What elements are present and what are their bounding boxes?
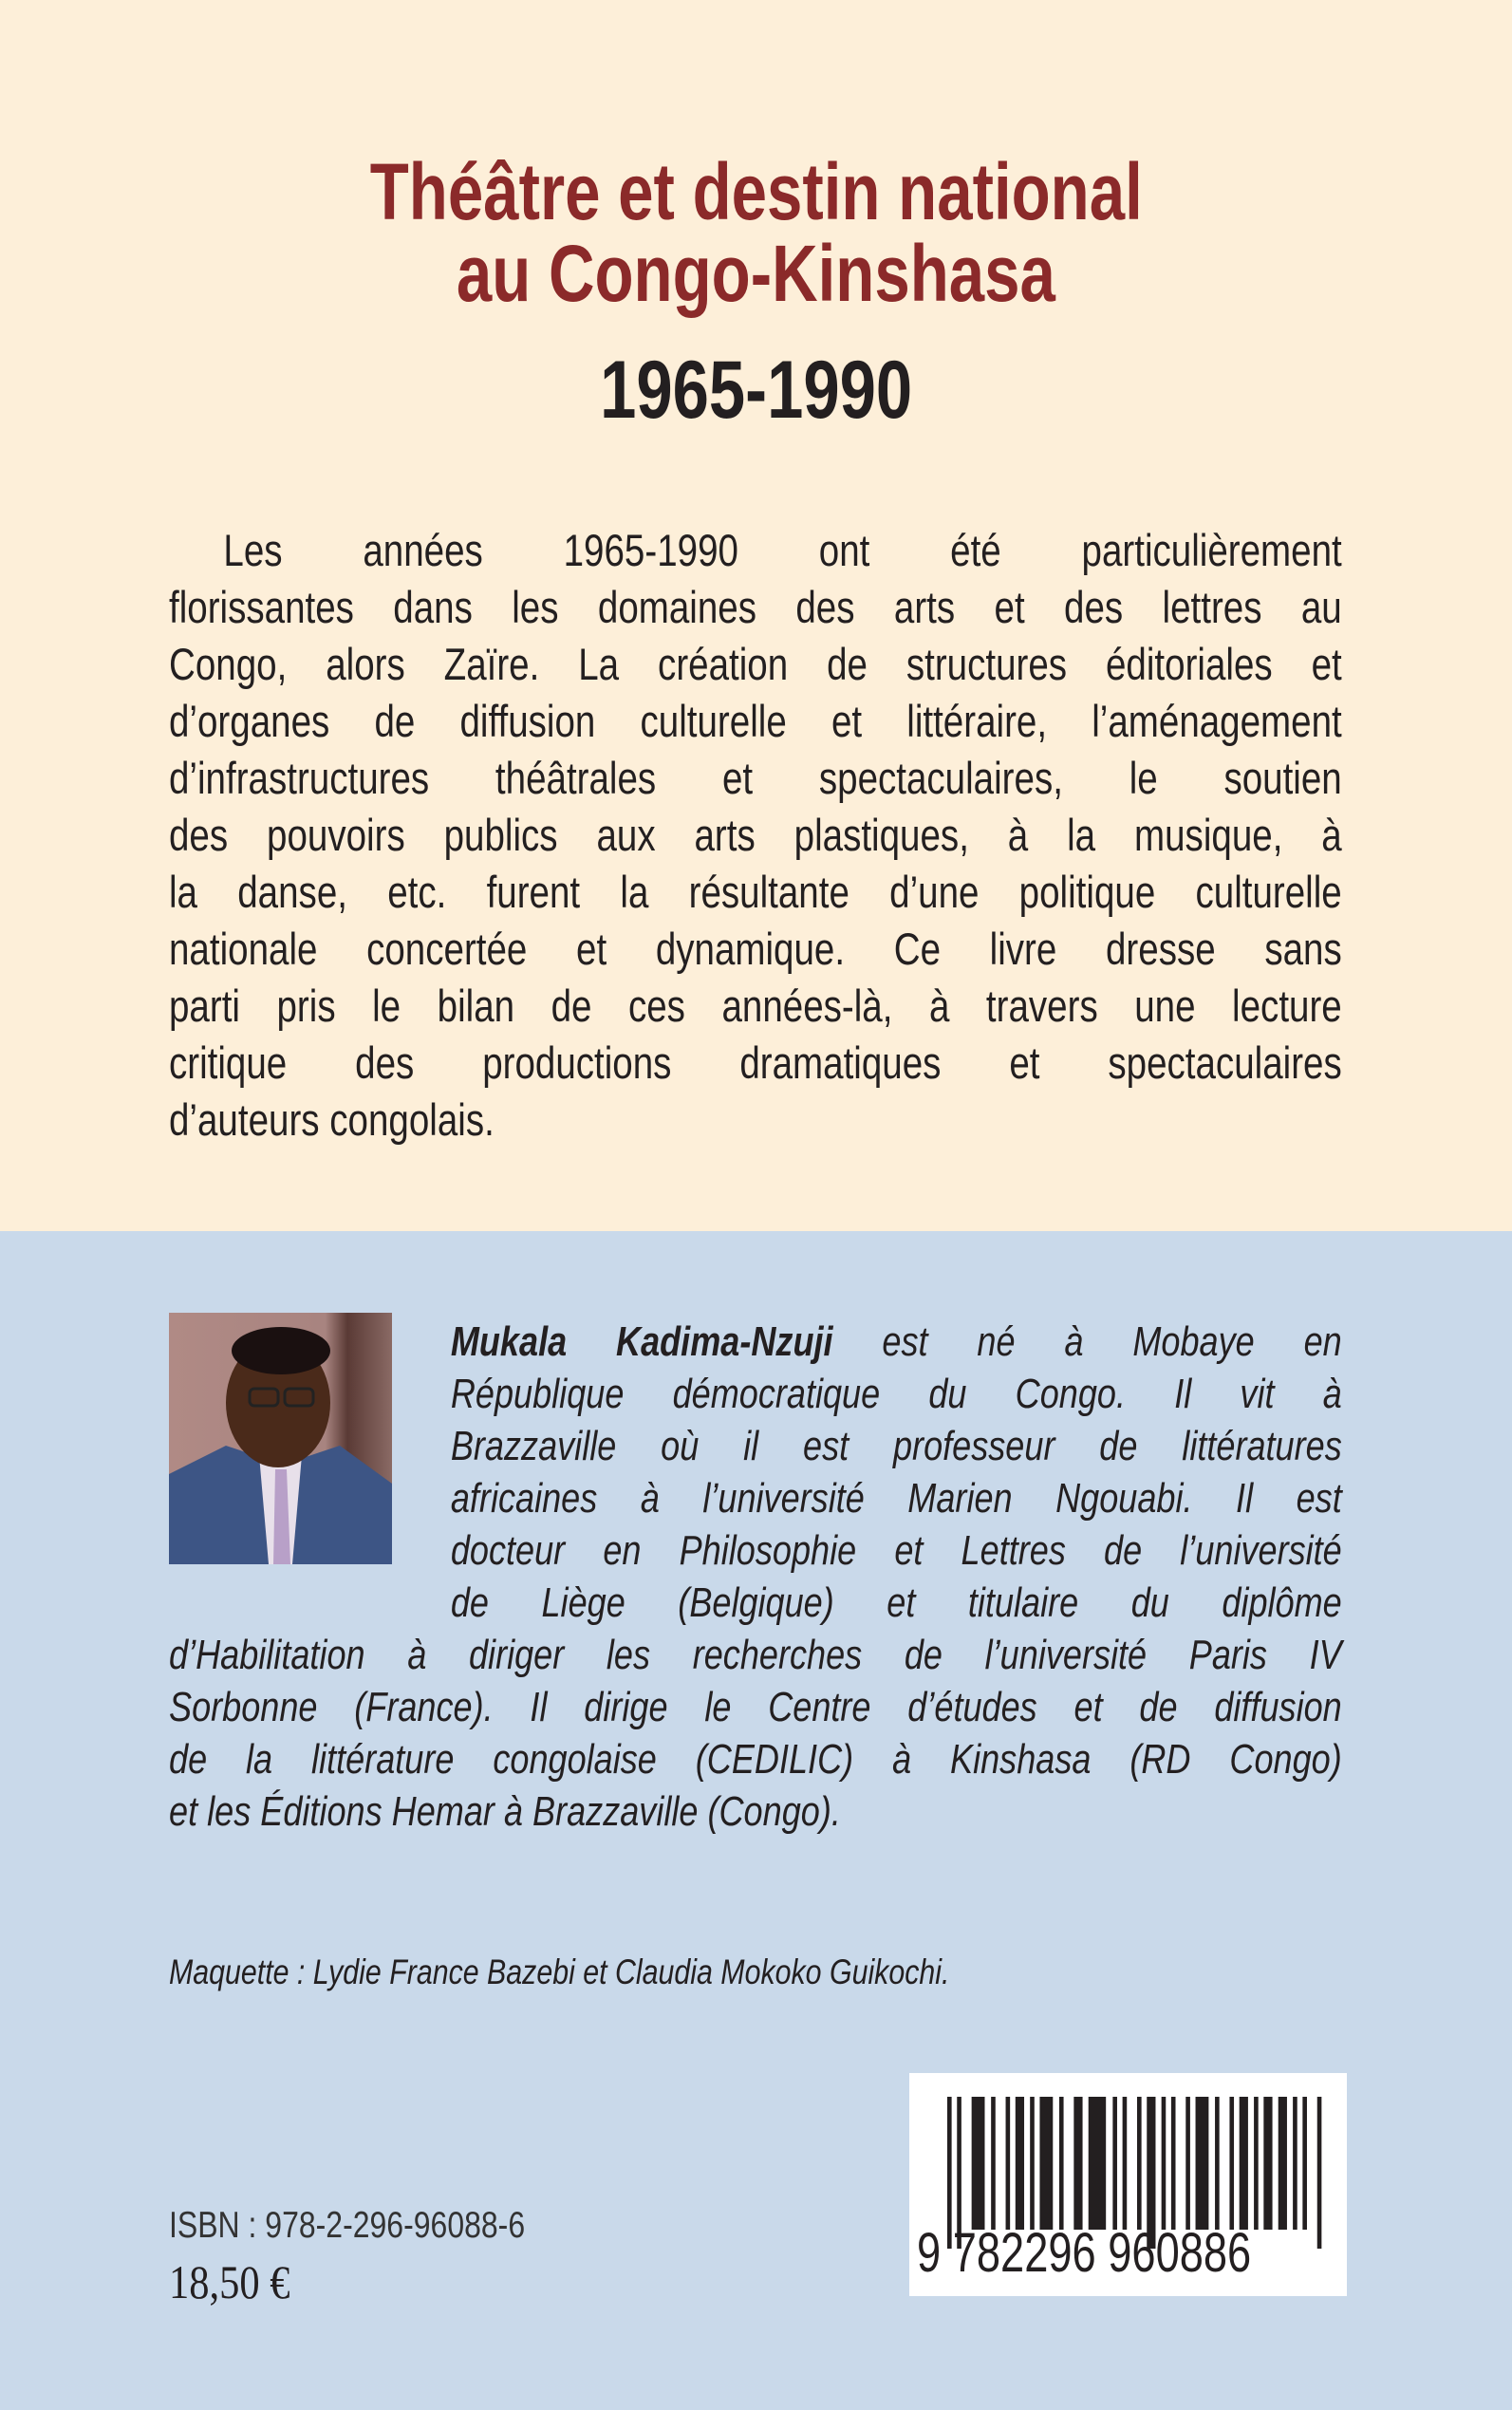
barcode-bar <box>1162 2097 1167 2230</box>
barcode-bar <box>1089 2097 1106 2230</box>
barcode-bar <box>991 2097 996 2230</box>
isbn: ISBN : 978-2-296-96088-6 <box>169 2205 526 2246</box>
book-years <box>0 345 1512 436</box>
summary-line: des pouvoirs publics aux arts plastiques, à la musique, à <box>169 810 1342 860</box>
title-text: Théâtre et destin national <box>369 147 1143 236</box>
bio-line <box>451 1316 1342 1368</box>
bio-line: Brazzaville où il est professeur de littératures <box>450 1423 1342 1469</box>
barcode-bar <box>1229 2097 1234 2230</box>
barcode-bar <box>1185 2097 1190 2230</box>
summary-line: d’infrastructures théâtrales et spectaculaires, le soutien <box>169 753 1342 803</box>
title-text: au Congo-Kinshasa <box>456 229 1055 318</box>
bio-line: de la littérature congolaise (CEDILIC) à Kinshasa (RD Congo) <box>169 1736 1342 1783</box>
barcode-bar <box>1039 2097 1053 2230</box>
summary-line: nationale concertée et dynamique. Ce livre dresse sans <box>169 924 1342 974</box>
summary-line: florissantes dans les domaines des arts et des lettres au <box>169 582 1342 632</box>
barcode-bar <box>1137 2097 1142 2230</box>
barcode <box>909 2073 1347 2296</box>
summary-line: d’auteurs congolais. <box>169 1094 495 1145</box>
barcode-bar <box>1240 2097 1248 2230</box>
summary-line: Congo, alors Zaïre. La création de structures éditoriales et <box>169 639 1342 689</box>
summary-line: la danse, etc. furent la résultante d’une politique culturelle <box>169 867 1342 917</box>
barcode-bar <box>1293 2097 1297 2230</box>
summary-text <box>169 522 1342 1149</box>
barcode-bar <box>1279 2097 1287 2230</box>
barcode-bar <box>1016 2097 1024 2230</box>
bio-line: africaines à l’université Marien Ngouabi. Il est <box>450 1475 1342 1522</box>
author-bio <box>169 1316 1342 1838</box>
credits: Maquette : Lydie France Bazebi et Claudia Mokoko Guikochi. <box>169 1952 950 1991</box>
barcode-bar <box>1215 2097 1220 2230</box>
summary-line: d’organes de diffusion culturelle et littéraire, l’aménagement <box>169 696 1342 746</box>
bio-line: docteur en Philosophie et Lettres de l’université <box>450 1527 1342 1574</box>
book-title-line1 <box>0 147 1512 236</box>
author-name: Mukala Kadima-Nzuji <box>450 1318 833 1365</box>
barcode-bar <box>1317 2097 1322 2249</box>
barcode-bar <box>1006 2097 1011 2230</box>
bio-line: et les Éditions Hemar à Brazzaville (Congo). <box>169 1788 841 1835</box>
bio-line: Sorbonne (France). Il dirige le Centre d’études et de diffusion <box>169 1684 1342 1730</box>
barcode-bar <box>1073 2097 1082 2230</box>
barcode-bar <box>972 2097 985 2230</box>
summary-line: critique des productions dramatiques et spectaculaires <box>169 1037 1342 1088</box>
barcode-bar <box>1254 2097 1259 2230</box>
summary-line: parti pris le bilan de ces années-là, à travers une lecture <box>169 981 1342 1031</box>
barcode-bar <box>1030 2097 1035 2230</box>
barcode-bar <box>1171 2097 1176 2230</box>
barcode-bar <box>1059 2097 1064 2230</box>
barcode-number: 9 782296 960886 <box>917 2222 1252 2284</box>
years-text: 1965-1990 <box>599 345 913 436</box>
barcode-bar <box>1123 2097 1128 2230</box>
bio-line: République démocratique du Congo. Il vit à <box>450 1371 1342 1417</box>
bio-line: de Liège (Belgique) et titulaire du diplôme <box>450 1579 1342 1626</box>
bio-line: d’Habilitation à diriger les recherches de l’université Paris IV <box>169 1632 1342 1678</box>
barcode-bar <box>1196 2097 1209 2230</box>
barcode-bar <box>1263 2097 1272 2230</box>
barcode-bar <box>1302 2097 1307 2230</box>
summary-line: Les années 1965-1990 ont été particulièrement <box>223 525 1342 575</box>
barcode-bar <box>1112 2097 1117 2230</box>
price: 18,50 € <box>169 2255 290 2308</box>
book-title-line2 <box>0 229 1512 318</box>
bio-text: est né à Mobaye en <box>832 1318 1342 1365</box>
